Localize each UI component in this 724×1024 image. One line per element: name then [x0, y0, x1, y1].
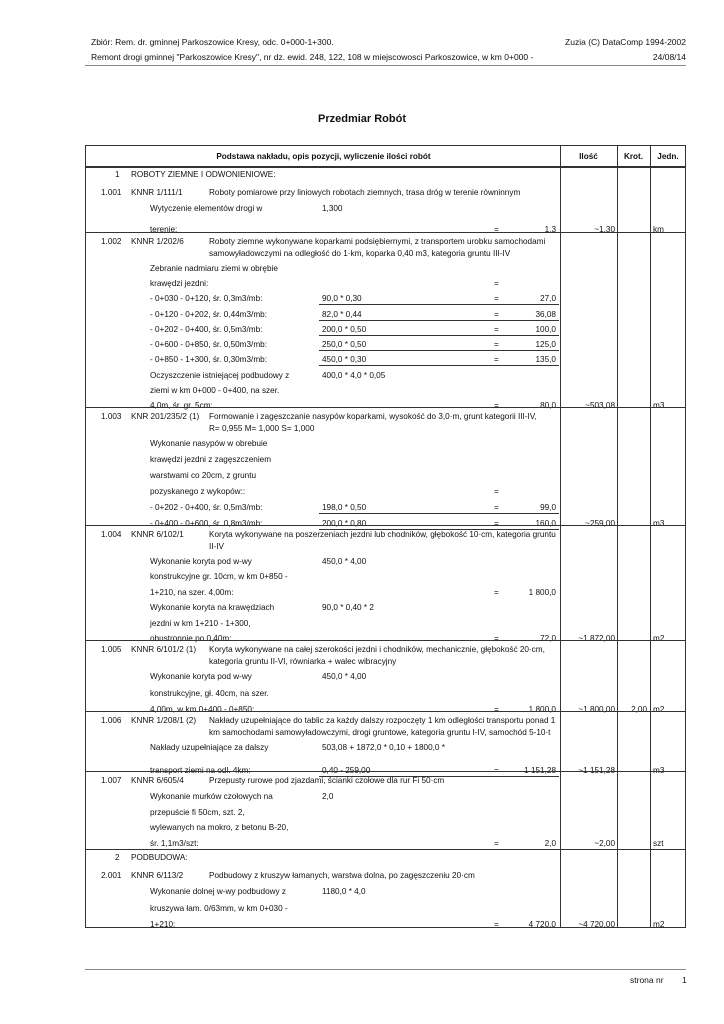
position-description: R= 0,955 M= 1,000 S= 1,000 — [209, 423, 315, 433]
calc-label: - 0+030 - 0+120, śr. 0,3m3/mb: — [150, 294, 263, 303]
position-unit: m2 — [653, 634, 665, 643]
equals-sign: = — [494, 519, 499, 528]
calc-expression: 1180,0 * 4,0 — [322, 887, 366, 896]
calc-label: Wykonanie nasypów w obrebuie — [150, 439, 268, 448]
project-title: Remont drogi gminnej "Parkoszowice Kresy", nr dz. ewid. 248, 122, 108 w miejscowosci Parkoszowice, w km 0+000 - — [91, 52, 534, 62]
position-unit: m2 — [653, 920, 665, 929]
position-description: Koryta wykonywane na całej szerokości jezdni i chodników, mechanicznie, głębokość 20·cm, — [209, 645, 545, 654]
calc-value: 2,0 — [544, 839, 556, 848]
position-description: Podbudowy z kruszyw łamanych, warstwa dolna, po zagęszczeniu 20·cm — [209, 871, 475, 880]
calc-label: Wykonanie koryta na krawędziach — [150, 603, 275, 612]
position-number: 1.006 — [101, 716, 122, 725]
position-total: ~4 720,00 — [578, 920, 615, 929]
calc-expression: 400,0 * 4,0 * 0,05 — [322, 371, 386, 380]
calc-value: 100,0 — [535, 325, 556, 334]
position-description: Formowanie i zagęszczanie nasypów koparkami, wysokość do 3,0·m, grunt kategorii III-IV, — [209, 412, 537, 421]
calc-value: 125,0 — [535, 340, 556, 349]
position-unit: m3 — [653, 401, 665, 410]
calc-label: Wykonanie dolnej w-wy podbudowy z — [150, 887, 287, 896]
position-code: KNNR 1/208/1 (2) — [131, 716, 197, 725]
equals-sign: = — [494, 325, 499, 334]
position-number: 2.001 — [101, 871, 122, 880]
section-name: PODBUDOWA: — [131, 853, 188, 862]
section-name: ROBOTY ZIEMNE I ODWONIENIOWE: — [131, 170, 276, 179]
header-divider — [85, 65, 686, 66]
calc-label: przepuście fi 50cm, szt. 2, — [150, 808, 245, 817]
calc-label: - 0+120 - 0+202, śr. 0,44m3/mb: — [150, 310, 267, 319]
calc-label: obustronnie po 0,40m: — [150, 634, 232, 643]
page-title: Przedmiar Robót — [317, 113, 406, 125]
position-description: II-IV — [209, 541, 225, 551]
calc-expression: 0,40 - 259,00 — [322, 766, 371, 775]
equals-sign: = — [494, 766, 499, 775]
calc-label: transport ziemi na odl. 4km: — [150, 766, 251, 775]
position-code: KNNR 6/102/1 — [131, 530, 184, 539]
calc-value: 4 720,0 — [528, 920, 556, 929]
position-code: KNNR 1/111/1 — [131, 188, 183, 197]
row-separator — [86, 640, 685, 641]
position-unit: szt — [653, 839, 664, 848]
calc-underline — [319, 350, 559, 351]
calc-label: Oczyszczenie istniejącej podbudowy z — [150, 371, 290, 380]
calc-label: krawędzi jezdni z zagęszczeniem — [150, 455, 272, 464]
row-separator — [86, 711, 685, 712]
position-total: ~1 151,28 — [578, 766, 615, 775]
page-label: strona nr — [630, 975, 664, 985]
position-multiplier: 2,00 — [631, 705, 647, 714]
position-code: KNNR 6/605/4 — [131, 776, 184, 785]
position-code: KNNR 6/113/2 — [131, 871, 184, 880]
bill-of-quantities-table — [85, 145, 686, 928]
equals-sign: = — [494, 920, 499, 929]
calc-underline — [319, 320, 559, 321]
position-description: km samochodami samowyładowczymi, drogi gruntowe, kategoria gruntu I-IV, samochód 5-10·t — [209, 727, 551, 737]
calc-label: ziemi w km 0+000 - 0+400, na szer. — [150, 386, 280, 395]
calc-label: Wykonanie koryta pod w-wy — [150, 672, 252, 681]
calc-value: 1 800,0 — [528, 705, 556, 714]
calc-expression: 200,0 * 0,80 — [322, 519, 367, 528]
row-separator — [86, 525, 685, 526]
collection-title: Zbiór: Rem. dr. gminnej Parkoszowice Kresy, odc. 0+000-1+300. — [91, 37, 334, 47]
software-credit: Zuzia (C) DataComp 1994-2002 — [565, 37, 686, 47]
position-unit: m3 — [653, 766, 665, 775]
calc-value: 72,0 — [540, 634, 556, 643]
calc-expression: 90,0 * 0,30 — [322, 294, 362, 303]
calc-expression: 2,0 — [322, 792, 334, 801]
calc-label: - 0+202 - 0+400, śr. 0,5m3/mb: — [150, 503, 263, 512]
calc-label: Wytyczenie elementów drogi w — [150, 204, 263, 213]
calc-value: 99,0 — [540, 503, 556, 512]
equals-sign: = — [494, 401, 499, 410]
position-description: Roboty pomiarowe przy liniowych robotach ziemnych, trasa dróg w terenie równinnym — [209, 188, 521, 197]
section-number: 2 — [115, 853, 120, 862]
position-total: ~2,00 — [594, 839, 615, 848]
calc-label: - 0+400 - 0+600, śr. 0,8m3/mb: — [150, 519, 263, 528]
column-divider-krot — [617, 146, 618, 927]
position-number: 1.005 — [101, 645, 122, 654]
calc-expression: 450,0 * 0,30 — [322, 355, 367, 364]
equals-sign: = — [494, 294, 499, 303]
calc-expression: 90,0 * 0,40 * 2 — [322, 603, 374, 612]
position-unit: m3 — [653, 519, 665, 528]
row-separator — [86, 166, 685, 167]
calc-label: Nakłady uzupełniające za dalszy — [150, 743, 269, 752]
calc-value: 80,0 — [540, 401, 556, 410]
position-unit: m2 — [653, 705, 665, 714]
calc-underline — [319, 335, 559, 336]
calc-value: 1 151,28 — [524, 766, 556, 775]
calc-label: 1+210, na szer. 4,00m: — [150, 588, 234, 597]
position-total: ~1 872,00 — [578, 634, 615, 643]
calc-label: - 0+600 - 0+850, śr. 0,50m3/mb: — [150, 340, 267, 349]
calc-value: 1 800,0 — [528, 588, 556, 597]
column-divider-unit — [650, 146, 651, 927]
calc-underline — [319, 365, 559, 366]
document-date: 24/08/14 — [652, 52, 686, 62]
column-divider-qty — [560, 146, 561, 927]
position-description: samowyładowczymi na odległość do 1·km, koparka 0,40 m3, kategoria gruntu III-IV — [209, 248, 511, 258]
header-unit: Jedn. — [657, 152, 679, 161]
calc-label: konstrukcyjne gr. 10cm, w km 0+850 - — [150, 572, 288, 581]
header-description: Podstawa nakładu, opis pozycji, wyliczenie ilości robót — [216, 152, 431, 161]
calc-expression: 82,0 * 0,44 — [322, 310, 362, 319]
equals-sign: = — [494, 705, 499, 714]
calc-value: 36,08 — [535, 310, 556, 319]
calc-label: kruszywa łam. 0/63mm, w km 0+030 - — [150, 904, 288, 913]
calc-value: 1,3 — [544, 225, 556, 234]
equals-sign: = — [494, 310, 499, 319]
position-number: 1.004 — [101, 530, 122, 539]
equals-sign: = — [494, 225, 499, 234]
equals-sign: = — [494, 279, 499, 288]
calc-label: śr. 1,1m3/szt: — [150, 839, 199, 848]
equals-sign: = — [494, 634, 499, 643]
position-number: 1.002 — [101, 237, 122, 246]
calc-label: krawędzi jezdni: — [150, 279, 209, 288]
calc-expression: 198,0 * 0,50 — [322, 503, 367, 512]
position-number: 1.003 — [101, 412, 122, 421]
calc-expression: 450,0 * 4,00 — [322, 557, 367, 566]
equals-sign: = — [494, 340, 499, 349]
calc-label: terenie: — [150, 225, 178, 234]
header-multiplier: Krot. — [623, 152, 644, 161]
calc-underline — [319, 304, 559, 305]
calc-label: pozyskanego z wykopów:: — [150, 487, 246, 496]
position-total: ~503,08 — [585, 401, 615, 410]
calc-value: 160,0 — [535, 519, 556, 528]
position-description: Nakłady uzupełniające do tablic za każdy dalszy rozpoczęty 1 km odległości transportu ponad 1 — [209, 716, 556, 725]
position-number: 1.007 — [101, 776, 122, 785]
calc-label: konstrukcyjne, gł. 40cm, na szer. — [150, 689, 269, 698]
calc-expression: 450,0 * 4,00 — [322, 672, 367, 681]
calc-expression: 200,0 * 0,50 — [322, 325, 367, 334]
row-separator — [86, 407, 685, 408]
position-code: KNR 201/235/2 (1) — [131, 412, 200, 421]
calc-value: 27,0 — [540, 294, 556, 303]
header-quantity: Ilość — [579, 152, 598, 161]
calc-label: 1+210: — [150, 920, 176, 929]
calc-label: - 0+202 - 0+400, śr. 0,5m3/mb: — [150, 325, 263, 334]
calc-label: 4,00m, w km 0+400 - 0+850: — [150, 705, 255, 714]
position-unit: km — [653, 225, 664, 234]
equals-sign: = — [494, 839, 499, 848]
calc-label: Wykonanie koryta pod w-wy — [150, 557, 252, 566]
calc-expression: 250,0 * 0,50 — [322, 340, 367, 349]
position-number: 1.001 — [101, 188, 122, 197]
section-number: 1 — [115, 170, 120, 179]
table-header — [86, 146, 685, 168]
calc-label: 4,0m, śr. gr. 5cm: — [150, 401, 213, 410]
calc-label: wylewanych na mokro, z betonu B-20, — [150, 823, 289, 832]
position-description: Koryta wykonywane na poszerzeniach jezdni lub chodników, głębokość 10·cm, kategoria gruntu — [209, 530, 556, 539]
calc-label: Wykonanie murków czołowych na — [150, 792, 273, 801]
position-description: Przepusty rurowe pod zjazdami, ścianki czołowe dla rur Fi 50·cm — [209, 776, 445, 785]
page-number: 1 — [682, 975, 687, 985]
calc-label: warstwami co 20cm, z gruntu — [150, 471, 257, 480]
position-code: KNNR 6/101/2 (1) — [131, 645, 197, 654]
position-total: ~1 800,00 — [578, 705, 615, 714]
footer-divider — [85, 969, 686, 970]
calc-label: jezdni w km 1+210 - 1+300, — [150, 619, 251, 628]
calc-underline — [319, 513, 559, 514]
calc-value: 135,0 — [535, 355, 556, 364]
position-description: Roboty ziemne wykonywane koparkami podsiębiernymi, z transportem urobku samochodami — [209, 237, 546, 246]
calc-expression: 1,300 — [322, 204, 343, 213]
equals-sign: = — [494, 503, 499, 512]
position-code: KNNR 1/202/6 — [131, 237, 184, 246]
row-separator — [86, 232, 685, 233]
position-description: kategoria gruntu II-VI, równiarka + walec wibracyjny — [209, 656, 397, 666]
position-total: ~259,00 — [585, 519, 615, 528]
position-total: ~1,30 — [594, 225, 615, 234]
calc-expression: 503,08 + 1872,0 * 0,10 + 1800,0 * — [322, 743, 445, 752]
equals-sign: = — [494, 588, 499, 597]
row-separator — [86, 771, 685, 772]
calc-label: Zebranie nadmiaru ziemi w obrębie — [150, 264, 278, 273]
equals-sign: = — [494, 487, 499, 496]
calc-label: - 0+850 - 1+300, śr. 0,30m3/mb: — [150, 355, 267, 364]
equals-sign: = — [494, 355, 499, 364]
